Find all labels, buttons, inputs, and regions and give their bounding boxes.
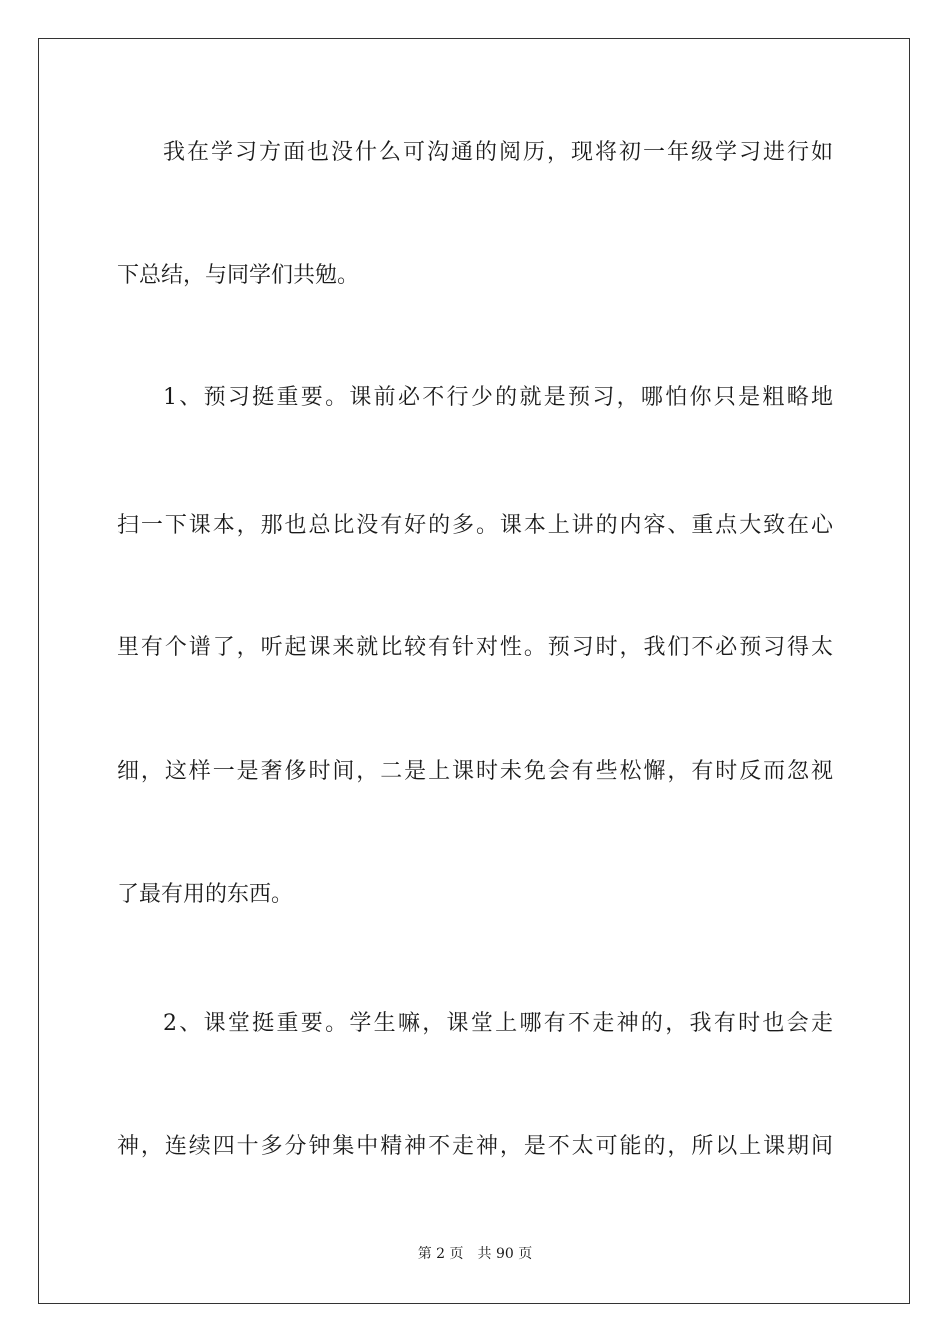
total-pages: 共 90 页 xyxy=(477,1246,533,1262)
page-border xyxy=(38,38,910,1304)
paragraph-3-line-2: 神，连续四十多分钟集中精神不走神，是不太可能的，所以上课期间 xyxy=(117,1134,833,1159)
paragraph-1-line-1: 我在学习方面也没什么可沟通的阅历，现将初一年级学习进行如 xyxy=(163,140,833,165)
paragraph-2-line-5: 了最有用的东西。 xyxy=(117,882,294,907)
page-number: 第 2 页 xyxy=(417,1246,464,1262)
paragraph-1-line-2: 下总结，与同学们共勉。 xyxy=(117,263,360,288)
paragraph-3-line-1: 2、课堂挺重要。学生嘛，课堂上哪有不走神的，我有时也会走 xyxy=(163,1011,833,1036)
paragraph-2-line-1: 1、预习挺重要。课前必不行少的就是预习，哪怕你只是粗略地 xyxy=(163,385,833,410)
page-footer xyxy=(0,1244,950,1264)
paragraph-2-line-2: 扫一下课本，那也总比没有好的多。课本上讲的内容、重点大致在心 xyxy=(117,513,833,538)
paragraph-2-line-3: 里有个谱了，听起课来就比较有针对性。预习时，我们不必预习得太 xyxy=(117,635,833,660)
paragraph-2-line-4: 细，这样一是奢侈时间，二是上课时未免会有些松懈，有时反而忽视 xyxy=(117,759,833,784)
